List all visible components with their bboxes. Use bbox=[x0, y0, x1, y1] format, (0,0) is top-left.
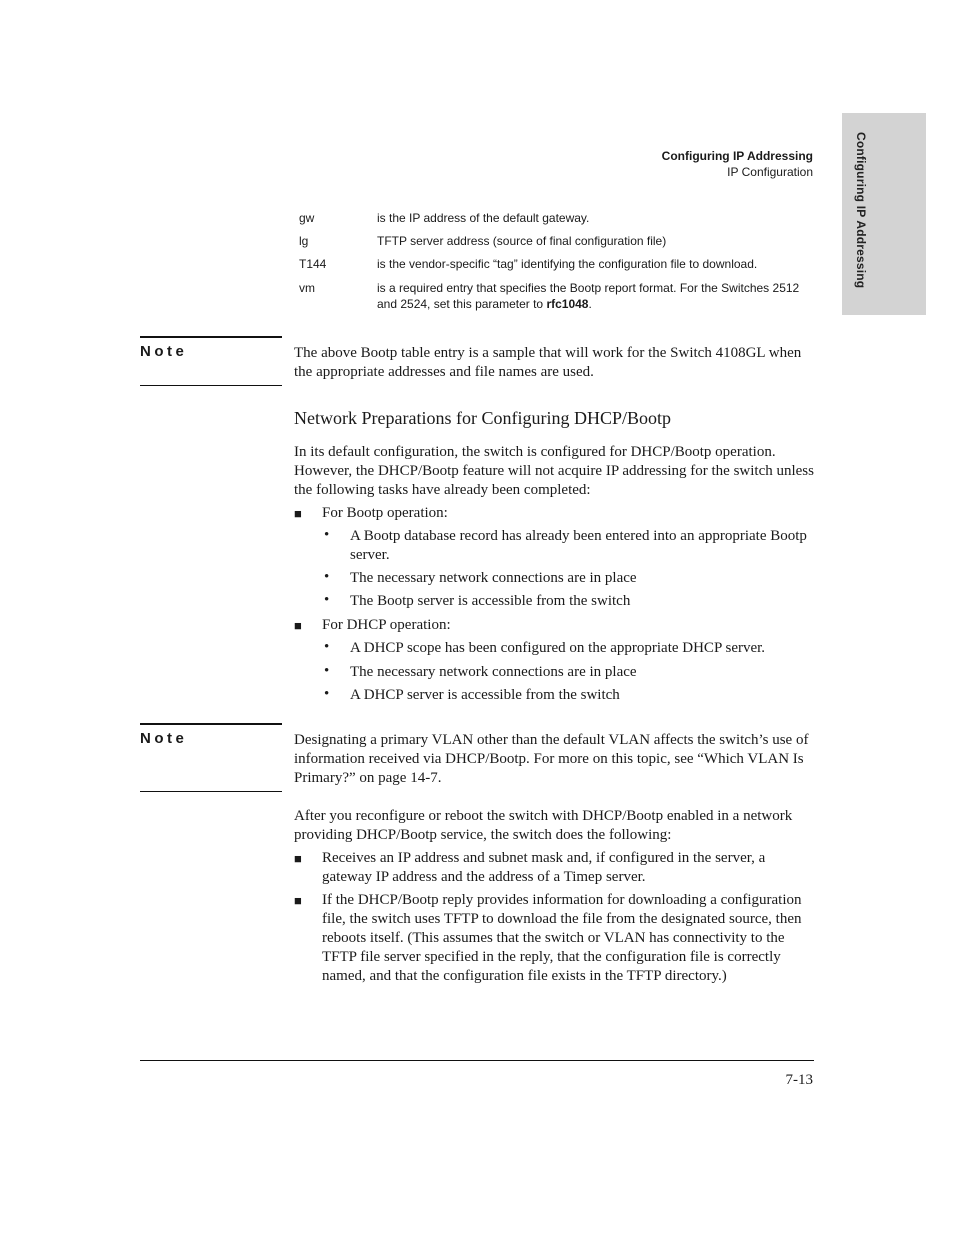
square-bullet: ■ bbox=[294, 618, 302, 633]
dhcp-label: For DHCP operation: bbox=[322, 617, 451, 633]
footer-rule bbox=[140, 1060, 814, 1061]
bullet: • bbox=[324, 663, 330, 679]
dhcp-item: A DHCP server is accessible from the switch bbox=[350, 687, 620, 703]
header-chapter-title: Configuring IP Addressing bbox=[661, 149, 813, 163]
action-item: If the DHCP/Bootp reply provides information for downloading a configuration file, the switch uses TFTP to download the file from the designated source, then reboots itself. (This assumes that the switch or VLAN has connectivity to the TFTP file server specified in the reply, that the configuration file is correctly named, and that the configuration file exists in the TFTP directory.) bbox=[322, 892, 802, 984]
bullet: • bbox=[324, 639, 330, 655]
bootp-item: The Bootp server is accessible from the switch bbox=[350, 593, 631, 609]
param-key: vm bbox=[299, 281, 315, 295]
section-heading: Network Preparations for Configuring DHCP/Bootp bbox=[294, 408, 671, 428]
chapter-side-tab-label: Configuring IP Addressing bbox=[854, 132, 868, 289]
action-item: Receives an IP address and subnet mask and, if configured in the server, a gateway IP address and the address of a Timep server. bbox=[322, 850, 766, 885]
note-label: Note bbox=[140, 343, 188, 360]
note-text: The above Bootp table entry is a sample that will work for the Switch 4108GL when the appropriate addresses and file names are used. bbox=[294, 345, 802, 380]
dhcp-item: The necessary network connections are in place bbox=[350, 664, 637, 680]
param-key: gw bbox=[299, 211, 315, 225]
param-key: T144 bbox=[299, 257, 327, 271]
bullet: • bbox=[324, 592, 330, 608]
param-desc: is the IP address of the default gateway. bbox=[377, 211, 590, 225]
note-label: Note bbox=[140, 730, 188, 747]
after-paragraph: After you reconfigure or reboot the switch with DHCP/Bootp enabled in a network providing DHCP/Bootp service, the switch does the following: bbox=[294, 808, 793, 843]
param-key: lg bbox=[299, 234, 309, 248]
param-desc: is a required entry that specifies the Bootp report format. For the Switches 2512 and 2524, set this parameter to rfc1048. bbox=[377, 281, 800, 311]
square-bullet: ■ bbox=[294, 506, 302, 521]
running-header bbox=[662, 148, 813, 180]
bullet: • bbox=[324, 686, 330, 702]
dhcp-item: A DHCP scope has been configured on the appropriate DHCP server. bbox=[350, 640, 766, 656]
header-section-title: IP Configuration bbox=[727, 165, 813, 179]
bullet: • bbox=[324, 569, 330, 585]
page-number: 7-13 bbox=[785, 1072, 813, 1088]
bootp-label: For Bootp operation: bbox=[322, 505, 448, 521]
param-desc: TFTP server address (source of final configuration file) bbox=[377, 234, 667, 248]
param-desc: is the vendor-specific “tag” identifying the configuration file to download. bbox=[377, 257, 758, 271]
note-bottom-rule bbox=[140, 791, 282, 792]
param-value-rfc1048: rfc1048 bbox=[546, 297, 589, 311]
bullet: • bbox=[324, 527, 330, 543]
square-bullet: ■ bbox=[294, 893, 302, 908]
note-bottom-rule bbox=[140, 385, 282, 386]
intro-paragraph: In its default configuration, the switch is configured for DHCP/Bootp operation. However, the DHCP/Bootp feature will not acquire IP addressing for the switch unless the following tasks have already been completed: bbox=[294, 444, 814, 498]
note-top-rule bbox=[140, 336, 282, 338]
bootp-item: The necessary network connections are in place bbox=[350, 570, 637, 586]
bootp-item: A Bootp database record has already been entered into an appropriate Bootp server. bbox=[350, 528, 807, 563]
square-bullet: ■ bbox=[294, 851, 302, 866]
note-text: Designating a primary VLAN other than the default VLAN affects the switch’s use of information received via DHCP/Bootp. For more on this topic, see “Which VLAN Is Primary?” on page 14-7. bbox=[294, 732, 809, 786]
note-top-rule bbox=[140, 723, 282, 725]
